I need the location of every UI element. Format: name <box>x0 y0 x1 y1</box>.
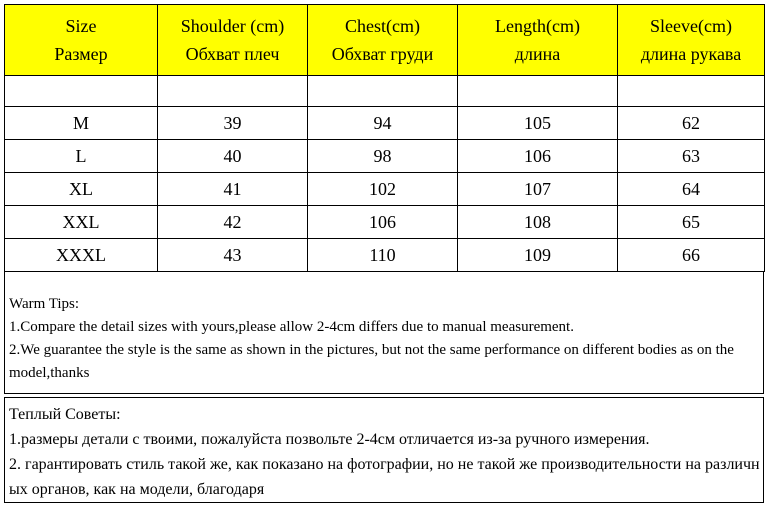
size-cell: XL <box>5 173 158 206</box>
table-row-xxl <box>5 206 765 239</box>
warm-tips-line-2: 2.We guarantee the style is the same as shown in the pictures, but not the same performance on different bodies as on the <box>9 342 734 358</box>
russian-tips-line-1: 1.размеры детали с твоими, пожалуйста позвольте 2-4см отличается из-за ручного измерения. <box>9 431 650 448</box>
size-cell: L <box>5 140 158 173</box>
spacer-cell <box>618 76 765 107</box>
length-cell: 107 <box>458 173 618 206</box>
table-row-l <box>5 140 765 173</box>
length-cell: 106 <box>458 140 618 173</box>
warm-tips-line-1: 1.Compare the detail sizes with yours,please allow 2-4cm differs due to manual measurement. <box>9 319 574 335</box>
russian-tips-line-2: 2. гарантировать стиль такой же, как показано на фотографии, но не такой же производительности на различн <box>9 456 760 473</box>
shoulder-cell: 39 <box>158 107 308 140</box>
column-header-size <box>5 5 158 76</box>
chest-cell: 102 <box>308 173 458 206</box>
shoulder-cell: 41 <box>158 173 308 206</box>
sleeve-cell: 66 <box>618 239 765 272</box>
chest-cell: 98 <box>308 140 458 173</box>
russian-tips-title: Теплый Советы: <box>9 406 121 423</box>
column-header-length-en: Length(cm) <box>495 16 580 36</box>
column-header-shoulder-ru: Обхват плеч <box>185 44 280 64</box>
column-header-length-ru: длина <box>514 44 561 64</box>
column-header-size-en: Size <box>65 16 97 36</box>
warm-tips-box <box>4 271 764 394</box>
spacer-row <box>5 76 765 107</box>
size-chart-sheet <box>4 4 764 503</box>
shoulder-cell: 40 <box>158 140 308 173</box>
table-row-xl <box>5 173 765 206</box>
chest-cell: 106 <box>308 206 458 239</box>
size-table <box>4 4 765 272</box>
spacer-cell <box>458 76 618 107</box>
column-header-shoulder <box>158 5 308 76</box>
table-row-xxxl <box>5 239 765 272</box>
chest-cell: 94 <box>308 107 458 140</box>
warm-tips-line-3: model,thanks <box>9 365 90 381</box>
column-header-size-ru: Размер <box>54 44 108 64</box>
size-cell: XXL <box>5 206 158 239</box>
sleeve-cell: 63 <box>618 140 765 173</box>
column-header-length <box>458 5 618 76</box>
column-header-sleeve-ru: длина рукава <box>640 44 742 64</box>
header-row <box>5 5 765 76</box>
spacer-cell <box>308 76 458 107</box>
spacer-cell <box>158 76 308 107</box>
column-header-chest <box>308 5 458 76</box>
sleeve-cell: 62 <box>618 107 765 140</box>
size-cell: M <box>5 107 158 140</box>
chest-cell: 110 <box>308 239 458 272</box>
size-cell: XXXL <box>5 239 158 272</box>
column-header-sleeve <box>618 5 765 76</box>
spacer-cell <box>5 76 158 107</box>
length-cell: 109 <box>458 239 618 272</box>
shoulder-cell: 43 <box>158 239 308 272</box>
russian-tips-box <box>4 397 764 503</box>
sleeve-cell: 64 <box>618 173 765 206</box>
column-header-sleeve-en: Sleeve(cm) <box>650 16 732 36</box>
sleeve-cell: 65 <box>618 206 765 239</box>
column-header-chest-en: Chest(cm) <box>345 16 420 36</box>
column-header-shoulder-en: Shoulder (cm) <box>180 16 285 36</box>
russian-tips-line-3: ых органов, как на модели, благодаря <box>9 481 265 498</box>
warm-tips-title: Warm Tips: <box>9 296 80 312</box>
length-cell: 108 <box>458 206 618 239</box>
shoulder-cell: 42 <box>158 206 308 239</box>
length-cell: 105 <box>458 107 618 140</box>
table-row-m <box>5 107 765 140</box>
column-header-chest-ru: Обхват груди <box>331 44 434 64</box>
